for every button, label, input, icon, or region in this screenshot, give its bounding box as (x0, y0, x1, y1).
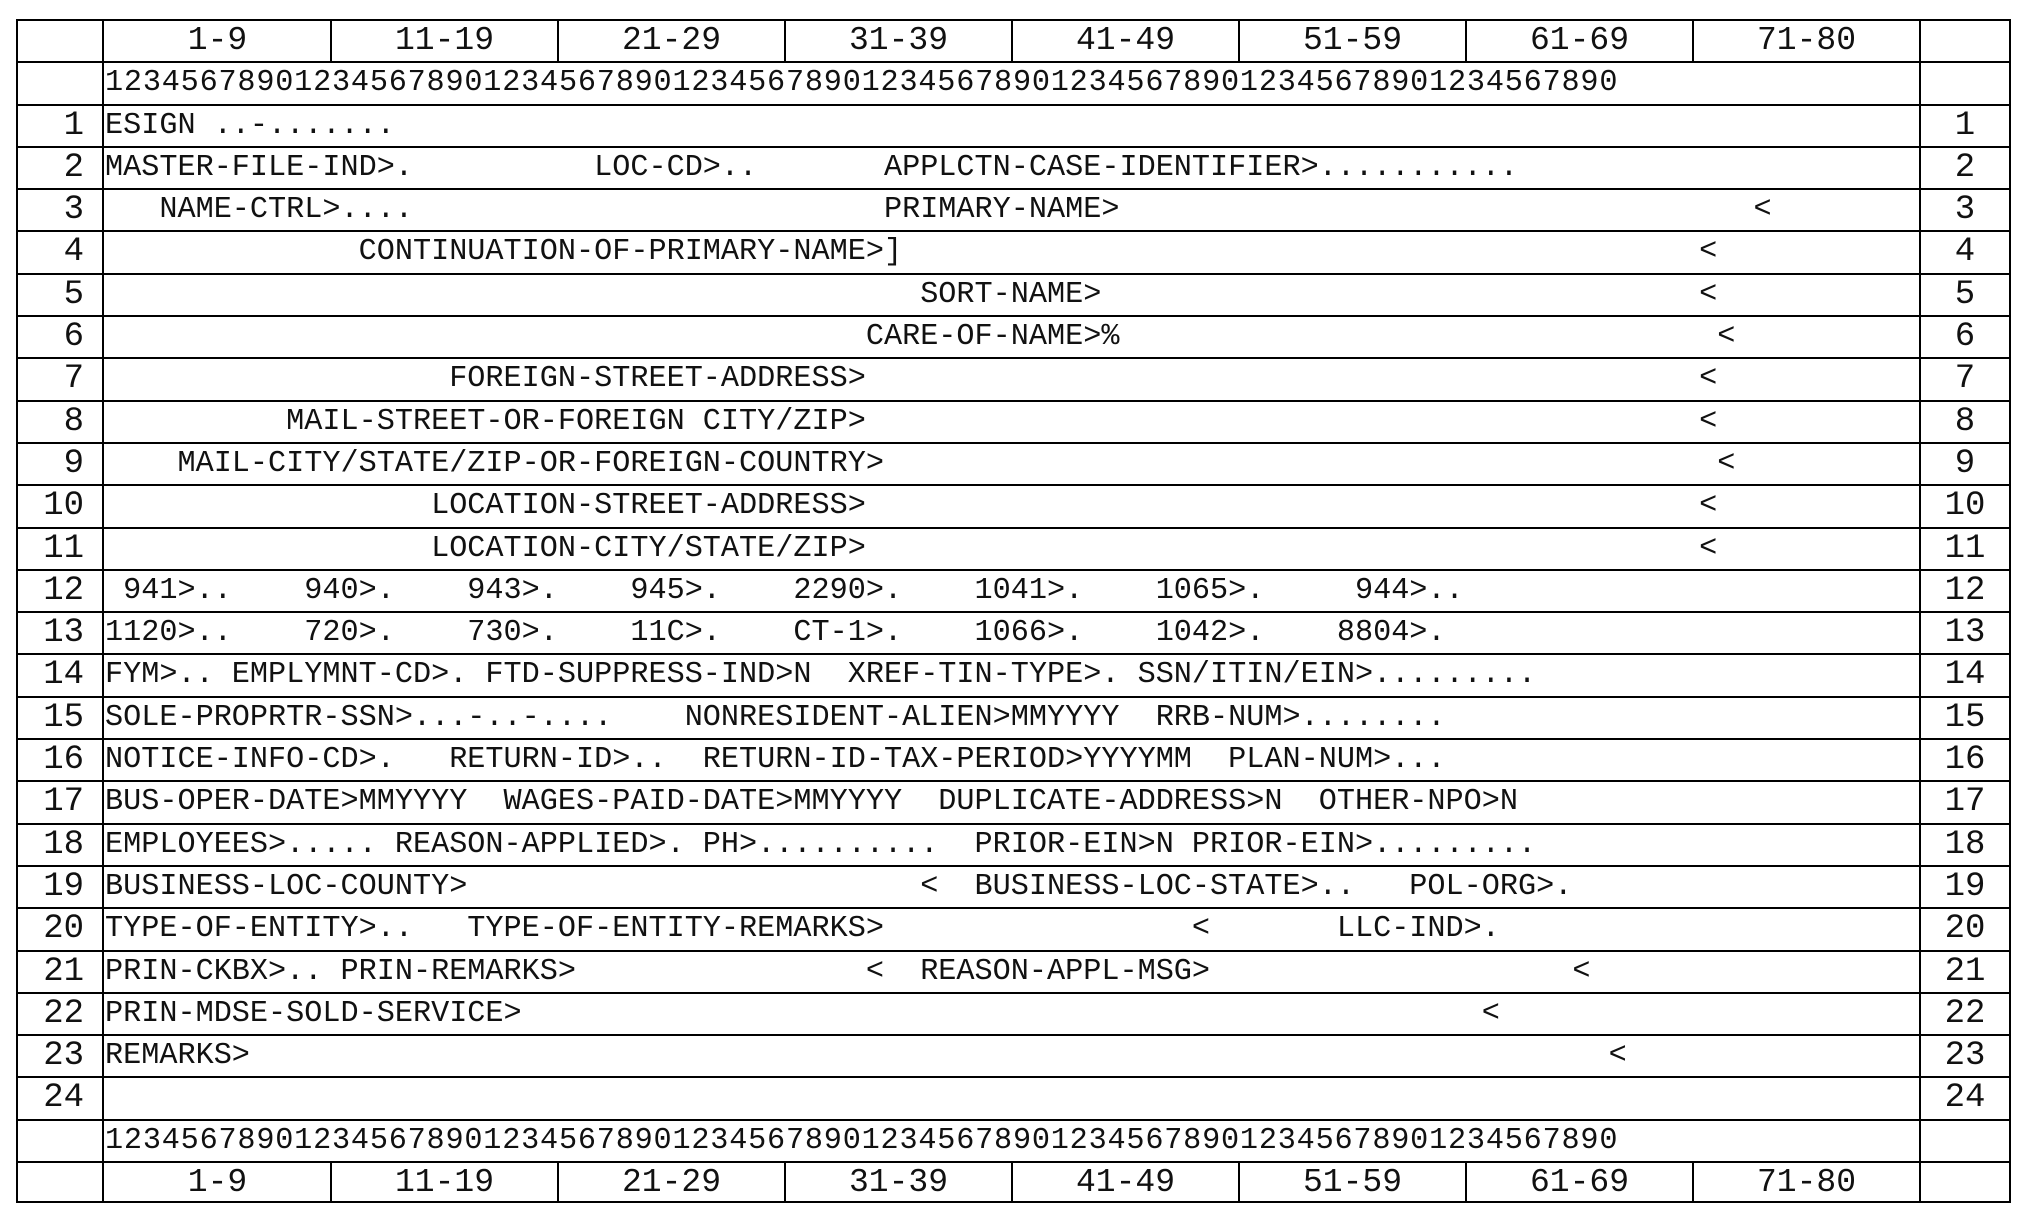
terminal-screen-layout (16, 19, 2011, 1211)
screen-line (16, 146, 2011, 188)
range-cell: 71-80 (1756, 1164, 1857, 1202)
screen-line (16, 992, 2011, 1034)
line-number-left: 3 (16, 190, 102, 230)
line-number-left: 4 (16, 232, 102, 272)
line-content[interactable]: BUS-OPER-DATE>MMYYYY WAGES-PAID-DATE>MMYYYY DUPLICATE-ADDRESS>N OTHER-NPO>N (102, 782, 1919, 822)
line-content[interactable]: LOCATION-CITY/STATE/ZIP> < (102, 529, 1919, 569)
line-number-right: 23 (1919, 1036, 2011, 1076)
line-content[interactable]: NOTICE-INFO-CD>. RETURN-ID>.. RETURN-ID-TAX-PERIOD>YYYYMM PLAN-NUM>... (102, 740, 1919, 780)
column-digits: 12345678901234567890123456789012345678901234567890123456789012345678901234567890 (102, 1121, 1919, 1161)
line-number-left: 20 (16, 909, 102, 949)
line-content[interactable]: PRIN-MDSE-SOLD-SERVICE> < (102, 994, 1919, 1034)
line-number-right: 10 (1919, 486, 2011, 526)
line-number-left: 1 (16, 106, 102, 146)
ruler-right-blank (1919, 1163, 2011, 1201)
range-cell: 61-69 (1467, 1163, 1694, 1201)
ruler-left-blank (16, 63, 102, 103)
line-number-left: 13 (16, 613, 102, 653)
line-number-right: 8 (1919, 402, 2011, 442)
bottom-column-digit-ruler (16, 1119, 2011, 1161)
line-number-right: 17 (1919, 782, 2011, 822)
ruler-right-blank (1919, 1121, 2011, 1161)
line-number-right: 5 (1919, 275, 2011, 315)
line-number-left: 24 (16, 1078, 102, 1118)
screen-line (16, 104, 2011, 146)
line-number-right: 15 (1919, 698, 2011, 738)
line-content[interactable]: FYM>.. EMPLYMNT-CD>. FTD-SUPPRESS-IND>N XREF-TIN-TYPE>. SSN/ITIN/EIN>......... (102, 655, 1919, 695)
line-number-left: 17 (16, 782, 102, 822)
ruler-right-blank (1919, 63, 2011, 103)
ruler-left-blank (16, 1163, 102, 1201)
line-number-right: 9 (1919, 444, 2011, 484)
line-number-right: 24 (1919, 1078, 2011, 1118)
screen-line (16, 865, 2011, 907)
ruler-left-blank (16, 21, 102, 61)
column-digits: 12345678901234567890123456789012345678901234567890123456789012345678901234567890 (102, 63, 1919, 103)
range-cell: 51-59 (1240, 21, 1467, 61)
top-column-range-ruler (16, 19, 2011, 61)
line-number-right: 16 (1919, 740, 2011, 780)
line-number-left: 22 (16, 994, 102, 1034)
screen-line (16, 907, 2011, 949)
range-cell: 11-19 (332, 1163, 559, 1201)
line-number-left: 19 (16, 867, 102, 907)
line-number-right: 11 (1919, 529, 2011, 569)
range-cell: 61-69 (1467, 21, 1694, 61)
line-content[interactable]: LOCATION-STREET-ADDRESS> < (102, 486, 1919, 526)
line-number-left: 14 (16, 655, 102, 695)
screen-line (16, 527, 2011, 569)
line-number-right: 1 (1919, 106, 2011, 146)
range-cell: 11-19 (332, 21, 559, 61)
screen-line (16, 950, 2011, 992)
line-number-left: 11 (16, 529, 102, 569)
line-number-left: 8 (16, 402, 102, 442)
line-number-left: 21 (16, 952, 102, 992)
screen-line (16, 188, 2011, 230)
line-content[interactable]: MASTER-FILE-IND>. LOC-CD>.. APPLCTN-CASE-IDENTIFIER>........... (102, 148, 1919, 188)
line-number-right: 7 (1919, 359, 2011, 399)
line-content[interactable] (102, 1078, 1919, 1118)
line-content[interactable]: SOLE-PROPRTR-SSN>...-..-.... NONRESIDENT-ALIEN>MMYYYY RRB-NUM>........ (102, 698, 1919, 738)
screen-line (16, 696, 2011, 738)
line-number-right: 13 (1919, 613, 2011, 653)
line-content[interactable]: 941>.. 940>. 943>. 945>. 2290>. 1041>. 1065>. 944>.. (102, 571, 1919, 611)
range-cell: 31-39 (786, 1163, 1013, 1201)
line-content[interactable]: NAME-CTRL>.... PRIMARY-NAME> < (102, 190, 1919, 230)
screen-line (16, 569, 2011, 611)
line-number-right: 21 (1919, 952, 2011, 992)
top-column-digit-ruler (16, 61, 2011, 103)
line-number-left: 6 (16, 317, 102, 357)
line-content[interactable]: SORT-NAME> < (102, 275, 1919, 315)
range-cell: 41-49 (1013, 21, 1240, 61)
screen-line (16, 653, 2011, 695)
line-number-left: 12 (16, 571, 102, 611)
line-content[interactable]: BUSINESS-LOC-COUNTY> < BUSINESS-LOC-STATE>.. POL-ORG>. (102, 867, 1919, 907)
line-content[interactable]: 1120>.. 720>. 730>. 11C>. CT-1>. 1066>. 1042>. 8804>. (102, 613, 1919, 653)
line-number-right: 18 (1919, 825, 2011, 865)
ruler-right-blank (1919, 21, 2011, 61)
screen-line (16, 611, 2011, 653)
line-number-left: 15 (16, 698, 102, 738)
line-content[interactable]: FOREIGN-STREET-ADDRESS> < (102, 359, 1919, 399)
line-number-left: 7 (16, 359, 102, 399)
screen-line (16, 230, 2011, 272)
range-cell: 41-49 (1013, 1163, 1240, 1201)
screen-line (16, 357, 2011, 399)
range-cell: 1-9 (105, 1163, 332, 1201)
line-number-right: 22 (1919, 994, 2011, 1034)
screen-line (16, 1076, 2011, 1118)
screen-line (16, 780, 2011, 822)
screen-line (16, 1034, 2011, 1076)
line-content[interactable]: EMPLOYEES>..... REASON-APPLIED>. PH>.......... PRIOR-EIN>N PRIOR-EIN>......... (102, 825, 1919, 865)
line-content[interactable]: TYPE-OF-ENTITY>.. TYPE-OF-ENTITY-REMARKS> < LLC-IND>. (102, 909, 1919, 949)
line-number-left: 16 (16, 740, 102, 780)
range-cell: 31-39 (786, 21, 1013, 61)
line-number-left: 5 (16, 275, 102, 315)
range-cell: 71-80 (1756, 22, 1857, 59)
line-number-left: 10 (16, 486, 102, 526)
line-number-left: 9 (16, 444, 102, 484)
line-content[interactable]: MAIL-STREET-OR-FOREIGN CITY/ZIP> < (102, 402, 1919, 442)
line-number-left: 18 (16, 825, 102, 865)
line-number-left: 23 (16, 1036, 102, 1076)
line-number-right: 4 (1919, 232, 2011, 272)
line-number-right: 6 (1919, 317, 2011, 357)
line-content[interactable]: REMARKS> < (102, 1036, 1919, 1076)
range-cell: 51-59 (1240, 1163, 1467, 1201)
line-number-right: 12 (1919, 571, 2011, 611)
column-range-cells (102, 1163, 1919, 1201)
line-number-right: 20 (1919, 909, 2011, 949)
range-cell: 1-9 (105, 21, 332, 61)
screen-line (16, 273, 2011, 315)
screen-line (16, 400, 2011, 442)
line-content[interactable]: MAIL-CITY/STATE/ZIP-OR-FOREIGN-COUNTRY> < (102, 444, 1919, 484)
line-number-right: 19 (1919, 867, 2011, 907)
bottom-column-range-ruler (16, 1161, 2011, 1203)
line-number-right: 2 (1919, 148, 2011, 188)
ruler-left-blank (16, 1121, 102, 1161)
screen-line (16, 442, 2011, 484)
screen-line (16, 484, 2011, 526)
line-content[interactable]: CONTINUATION-OF-PRIMARY-NAME>] < (102, 232, 1919, 272)
line-content[interactable]: PRIN-CKBX>.. PRIN-REMARKS> < REASON-APPL-MSG> < (102, 952, 1919, 992)
line-content[interactable]: CARE-OF-NAME>% < (102, 317, 1919, 357)
range-cell: 21-29 (559, 1163, 786, 1201)
line-number-right: 14 (1919, 655, 2011, 695)
screen-line (16, 823, 2011, 865)
range-cell: 21-29 (559, 21, 786, 61)
screen-line (16, 315, 2011, 357)
line-number-left: 2 (16, 148, 102, 188)
column-range-cells (102, 21, 1919, 61)
screen-line (16, 738, 2011, 780)
line-number-right: 3 (1919, 190, 2011, 230)
line-content[interactable]: ESIGN ..-....... (102, 106, 1919, 146)
